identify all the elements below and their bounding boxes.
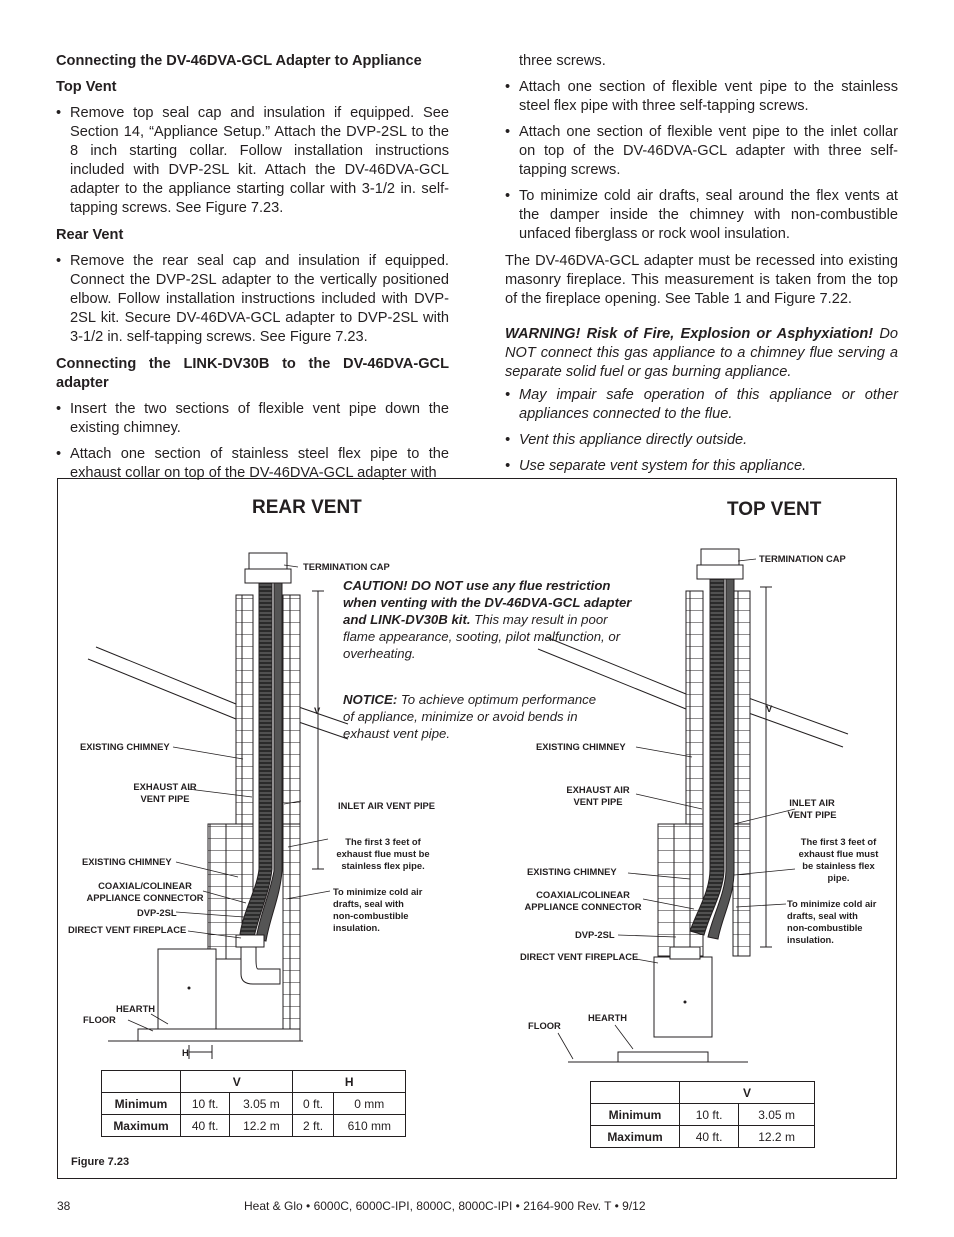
- figure-7-23: [57, 478, 897, 1179]
- rear-vent-title: REAR VENT: [252, 497, 362, 518]
- direct-vent-fireplace: [158, 949, 216, 1029]
- top-hearth: [618, 1052, 708, 1062]
- direct-vent-label: DIRECT VENT FIREPLACE: [68, 924, 187, 935]
- termination-cap-label: TERMINATION CAP: [303, 561, 390, 572]
- top-v-column-header: V: [680, 1082, 815, 1104]
- top-exhaust-air-label: [563, 784, 633, 808]
- v-label: V: [314, 705, 321, 716]
- top-v-label: V: [766, 703, 773, 714]
- top-cold-air-label-line-4: insulation.: [787, 934, 834, 945]
- notice-note: [343, 691, 603, 742]
- cell: 3.05 m: [739, 1104, 815, 1126]
- top-inlet-air-label-line-1: INLET AIR: [789, 797, 835, 808]
- top-first-3-feet-label-line-4: pipe.: [827, 872, 850, 883]
- table-header-row: [102, 1071, 406, 1093]
- top-coaxial-label: [518, 889, 648, 913]
- right-column: [505, 52, 898, 483]
- first-3-feet-label-line-2: exhaust flue must be: [336, 848, 430, 859]
- rear-vent-heading: Rear Vent: [56, 227, 124, 243]
- first-3-feet-label: [328, 836, 438, 872]
- cell: 10 ft.: [680, 1104, 739, 1126]
- continuation-text: three screws.: [519, 53, 606, 69]
- row-label: Maximum: [591, 1126, 680, 1148]
- recess-paragraph: The DV-46DVA-GCL adapter must be recessed into existing masonry fireplace. This measurement is taken from the top of the fireplace opening. See Table 1 and Figure 7.22.: [505, 253, 898, 307]
- caution-heading: CAUTION! DO NOT use any flue restriction when venting with the DV-46DVA-GCL adapter and LINK-DV30B kit.: [343, 578, 632, 627]
- rear-vent-diagram: [88, 553, 348, 1059]
- section-heading: Connecting the DV-46DVA-GCL Adapter to Appliance: [56, 53, 422, 69]
- rear-vent-instruction: • Remove the rear seal cap and insulation if equipped. Connect the DVP-2SL adapter to the vertically positioned elbow. Follow installation instructions included with DVP-2SL kit. Secure DV-46DVA-GCL adapter to DVP-2SL with 3-1/2 in. self-tapping screws. See Figure 7.23.: [56, 252, 449, 347]
- rear-vent-table: [101, 1070, 406, 1137]
- h-column-header: H: [293, 1071, 406, 1093]
- warning-text: Do NOT connect this gas appliance to a chimney flue serving a separate solid fuel or gas burning appliance.: [505, 326, 898, 380]
- notice-text: To achieve optimum performance of appliance, minimize or avoid bends in exhaust vent pipe.: [343, 692, 597, 741]
- existing-chimney-label: EXISTING CHIMNEY: [80, 741, 170, 752]
- top-cold-air-label-line-3: non-combustible: [787, 922, 863, 933]
- top-first-3-feet-label-line-2: exhaust flue must: [798, 848, 879, 859]
- top-exhaust-air-label-line-2: VENT PIPE: [573, 796, 623, 807]
- h-label: H: [182, 1047, 189, 1058]
- top-direct-vent-fireplace: [654, 957, 712, 1037]
- dvp-label: DVP-2SL: [137, 907, 177, 918]
- first-3-feet-label-line-3: stainless flex pipe.: [341, 860, 425, 871]
- table-row: [102, 1093, 406, 1115]
- hearth: [138, 1029, 300, 1041]
- inlet-air-label: INLET AIR VENT PIPE: [338, 800, 436, 811]
- cold-air-label-line-4: insulation.: [333, 922, 380, 933]
- floor-label: FLOOR: [83, 1014, 116, 1025]
- top-hearth-label: HEARTH: [588, 1012, 628, 1023]
- warning-bullet-1: • May impair safe operation of this appliance or other appliances connected to the flue.: [505, 386, 898, 424]
- exhaust-air-label: [130, 781, 200, 805]
- top-direct-vent-label: DIRECT VENT FIREPLACE: [520, 951, 639, 962]
- first-3-feet-label-line-1: The first 3 feet of: [345, 836, 421, 847]
- table-header-row: [591, 1082, 815, 1104]
- cold-air-label: [333, 886, 422, 934]
- cell: 12.2 m: [739, 1126, 815, 1148]
- cell: 0 mm: [333, 1093, 405, 1115]
- cell: 40 ft.: [680, 1126, 739, 1148]
- table-row: [591, 1104, 815, 1126]
- left-column: [56, 52, 449, 490]
- top-inlet-air-label-line-2: VENT PIPE: [787, 809, 837, 820]
- row-label: Minimum: [591, 1104, 680, 1126]
- caution-note: [343, 577, 633, 662]
- row-label: Minimum: [102, 1093, 181, 1115]
- exhaust-air-label-line-1: EXHAUST AIR: [133, 781, 197, 792]
- top-cold-air-label: [787, 898, 876, 946]
- warning-heading: WARNING! Risk of Fire, Explosion or Asphyxiation!: [505, 326, 874, 342]
- cold-air-label-line-2: drafts, seal with: [333, 898, 404, 909]
- top-chimney-wall-left: [686, 591, 703, 861]
- cell: 610 mm: [333, 1115, 405, 1137]
- coaxial-label: [80, 880, 210, 904]
- link-instruction-1: • Insert the two sections of flexible vent pipe down the existing chimney.: [56, 400, 449, 438]
- top-first-3-feet-label-line-1: The first 3 feet of: [800, 836, 877, 847]
- v-column-header: V: [181, 1071, 293, 1093]
- cell: 0 ft.: [293, 1093, 333, 1115]
- top-coaxial-label-line-2: APPLIANCE CONNECTOR: [524, 901, 642, 912]
- cell: 40 ft.: [181, 1115, 230, 1137]
- coaxial-label-line-1: COAXIAL/COLINEAR: [98, 880, 192, 891]
- table-row: [102, 1115, 406, 1137]
- instruction-bullet-1: • Attach one section of flexible vent pipe to the stainless steel flex pipe with three self-tapping screws.: [505, 78, 898, 116]
- top-cold-air-label-line-1: To minimize cold air: [787, 898, 877, 909]
- top-cold-air-label-line-2: drafts, seal with: [787, 910, 858, 921]
- warning-block: [505, 325, 898, 382]
- cold-air-label-line-1: To minimize cold air: [333, 886, 423, 897]
- cell: 2 ft.: [293, 1115, 333, 1137]
- cell: 3.05 m: [230, 1093, 293, 1115]
- exhaust-air-label-line-2: VENT PIPE: [140, 793, 190, 804]
- cell: 10 ft.: [181, 1093, 230, 1115]
- top-exhaust-air-label-line-1: EXHAUST AIR: [566, 784, 630, 795]
- top-dvp-label: DVP-2SL: [575, 929, 615, 940]
- table-row: [591, 1126, 815, 1148]
- warning-bullet-2: • Vent this appliance directly outside.: [505, 431, 898, 450]
- cell: 12.2 m: [230, 1115, 293, 1137]
- top-first-3-feet-label: [786, 836, 891, 884]
- top-floor-label: FLOOR: [528, 1020, 561, 1031]
- top-coaxial-label-line-1: COAXIAL/COLINEAR: [536, 889, 630, 900]
- instruction-bullet-2: • Attach one section of flexible vent pipe to the inlet collar on top of the DV-46DVA-GCL adapter with three self-tapping screws.: [505, 123, 898, 180]
- cold-air-label-line-3: non-combustible: [333, 910, 409, 921]
- top-termination-cap-label: TERMINATION CAP: [759, 553, 846, 564]
- hearth-label: HEARTH: [116, 1003, 156, 1014]
- top-inlet-air-label: [782, 797, 842, 821]
- caution-text: This may result in poor flame appearance, sooting, pilot malfunction, or overheating.: [343, 612, 621, 661]
- page-number: 38: [57, 1199, 71, 1213]
- instruction-bullet-3: • To minimize cold air drafts, seal around the flex vents at the damper inside the chimney with non-combustible unfaced fiberglass or rock wool insulation.: [505, 187, 898, 244]
- top-existing-chimney-label-lower: EXISTING CHIMNEY: [527, 866, 617, 877]
- existing-chimney-label-lower: EXISTING CHIMNEY: [82, 856, 172, 867]
- warning-bullet-3: • Use separate vent system for this appliance.: [505, 457, 898, 476]
- top-first-3-feet-label-line-3: be stainless flex: [802, 860, 875, 871]
- notice-heading: NOTICE:: [343, 692, 398, 707]
- link-heading: Connecting the LINK-DV30B to the DV-46DVA-GCL adapter: [56, 356, 449, 391]
- footer-text: Heat & Glo • 6000C, 6000C-IPI, 8000C, 8000C-IPI • 2164-900 Rev. T • 9/12: [244, 1199, 646, 1213]
- figure-caption: Figure 7.23: [71, 1156, 130, 1168]
- top-vent-heading: Top Vent: [56, 79, 117, 95]
- row-label: Maximum: [102, 1115, 181, 1137]
- top-existing-chimney-label: EXISTING CHIMNEY: [536, 741, 626, 752]
- top-vent-title: TOP VENT: [727, 499, 822, 520]
- link-instruction-2: • Attach one section of stainless steel flex pipe to the exhaust collar on top of the DV-46DVA-GCL adapter with: [56, 445, 449, 483]
- top-vent-instruction: • Remove top seal cap and insulation if equipped. See Section 14, “Appliance Setup.” Attach the DVP-2SL to the 8 inch starting collar. Follow installation instructions included with DVP-2SL kit. Attach the DV-46DVA-GCL adapter to the appliance starting collar with 3-1/2 in. self-tapping screws. See Figure 7.23.: [56, 104, 449, 218]
- coaxial-label-line-2: APPLIANCE CONNECTOR: [86, 892, 204, 903]
- top-vent-table: [590, 1081, 815, 1148]
